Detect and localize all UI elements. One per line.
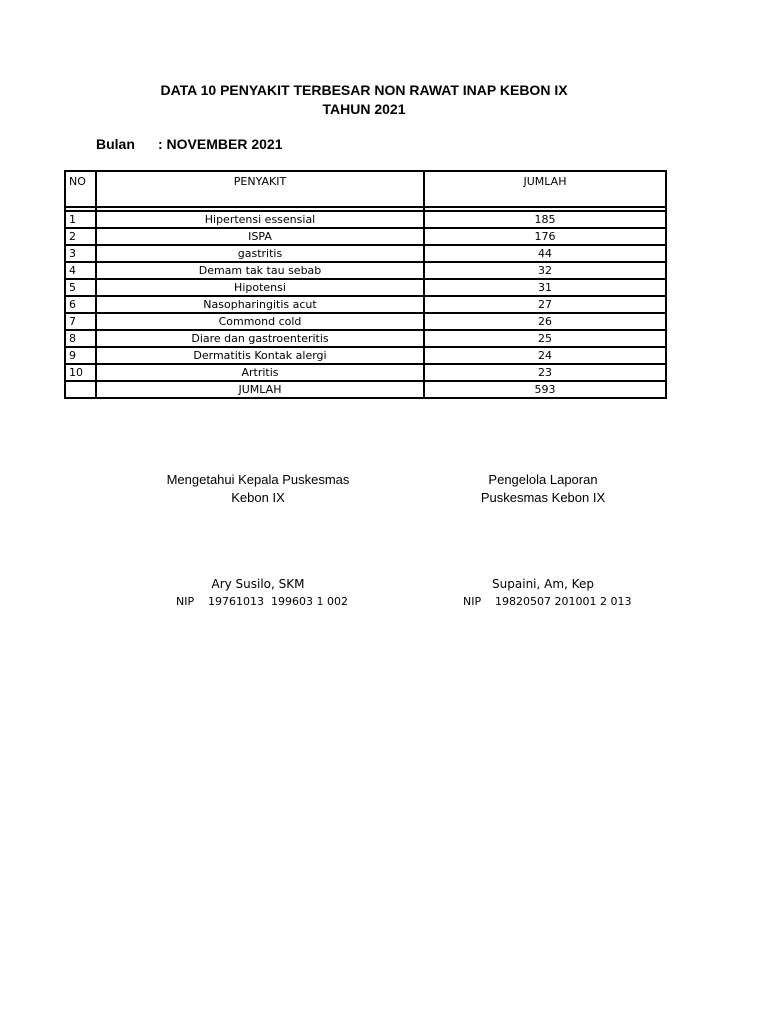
table-row [65,262,666,279]
month-value: : NOVEMBER 2021 [158,136,283,152]
row-number: 7 [65,313,96,330]
case-count: 25 [424,330,666,347]
disease-name: Artritis [96,364,424,381]
document-title: DATA 10 PENYAKIT TERBESAR NON RAWAT INAP KEBON IX [160,82,568,98]
case-count: 31 [424,279,666,296]
column-header-penyakit: PENYAKIT [96,171,424,207]
disease-name: Diare dan gastroenteritis [96,330,424,347]
disease-name: gastritis [96,245,424,262]
left-nip-label: NIP [176,595,195,608]
column-header-jumlah: JUMLAH [424,171,666,207]
row-number: 10 [65,364,96,381]
table-row [65,313,666,330]
right-signatory-subtitle: Puskesmas Kebon IX [480,490,606,505]
row-number: 6 [65,296,96,313]
total-label: JUMLAH [96,381,424,398]
row-number: 2 [65,228,96,245]
right-signatory-title: Pengelola Laporan [488,472,598,487]
right-nip-label: NIP [463,595,482,608]
left-signatory-subtitle: Kebon IX [231,490,285,505]
row-number: 4 [65,262,96,279]
left-signatory-name: Ary Susilo, SKM [211,577,305,591]
case-count: 27 [424,296,666,313]
table-row [65,347,666,364]
right-signatory-name: Supaini, Am, Kep [492,577,594,591]
table-row [65,245,666,262]
table-row [65,228,666,245]
case-count: 185 [424,211,666,228]
disease-name: Hipertensi essensial [96,211,424,228]
total-row [65,381,666,398]
right-nip-value: 19820507 201001 2 013 [495,595,632,608]
month-label: Bulan [96,136,135,152]
table-row [65,279,666,296]
row-number: 1 [65,211,96,228]
case-count: 32 [424,262,666,279]
table-row [65,211,666,228]
total-no-cell [65,381,96,398]
column-header-no: NO [65,171,96,207]
disease-name: Commond cold [96,313,424,330]
table-row [65,296,666,313]
case-count: 44 [424,245,666,262]
total-value: 593 [424,381,666,398]
disease-name: Demam tak tau sebab [96,262,424,279]
left-nip-value: 19761013 199603 1 002 [208,595,348,608]
case-count: 176 [424,228,666,245]
case-count: 24 [424,347,666,364]
disease-table [64,170,667,399]
row-number: 8 [65,330,96,347]
row-number: 9 [65,347,96,364]
disease-name: Hipotensi [96,279,424,296]
disease-name: ISPA [96,228,424,245]
disease-name: Nasopharingitis acut [96,296,424,313]
case-count: 23 [424,364,666,381]
table-row [65,330,666,347]
disease-name: Dermatitis Kontak alergi [96,347,424,364]
row-number: 5 [65,279,96,296]
left-signatory-title: Mengetahui Kepala Puskesmas [166,472,350,487]
table-row [65,364,666,381]
document-year: TAHUN 2021 [322,101,406,117]
row-number: 3 [65,245,96,262]
case-count: 26 [424,313,666,330]
table-header-row [65,171,666,207]
